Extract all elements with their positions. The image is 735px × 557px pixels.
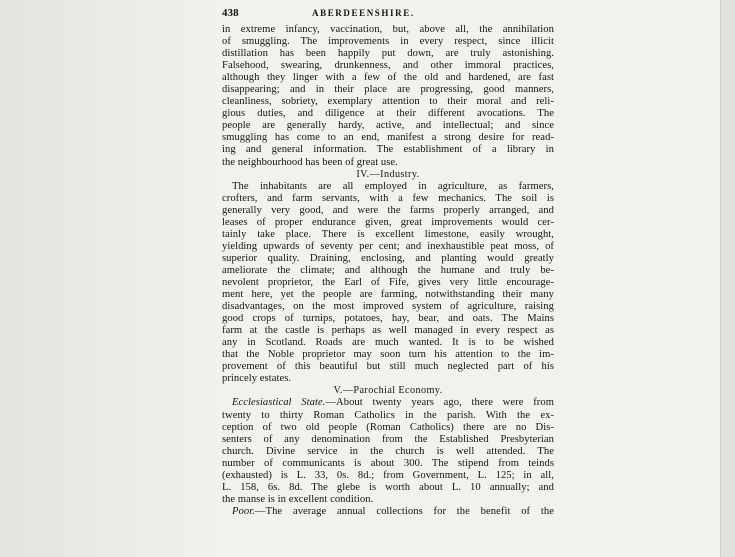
page-right-edge [720,0,735,557]
text-line: The inhabitants are all employed in agriculture, as farmers, [232,180,554,192]
paragraph-poor [222,506,554,518]
text-line: distillation has been happily put down, are truly astonishing. [222,48,554,60]
running-head: ABERDEENSHIRE. [312,8,415,18]
text-line: ception of two old people (Roman Catholics) there are no Dis- [222,421,554,433]
paragraph-first-line-rest: —The average annual collections for the benefit of the [254,505,554,517]
text-line: princely estates. [222,373,292,385]
text-line: disadvantages, on the most improved system of agriculture, raising [222,301,554,313]
page-gutter-shadow [0,0,222,557]
text-line: gious duties, and diligence at their different avocations. The [222,108,554,120]
text-line: senters of any denomination from the Established Presbyterian [222,433,554,445]
text-line: farm at the castle is perhaps as well managed in every respect as [222,325,554,337]
text-line: Falsehood, swearing, drunkenness, and other immoral practices, [222,60,554,72]
text-line: superior quality. Draining, enclosing, and planting would greatly [222,252,554,264]
paragraph-industry [222,181,554,386]
text-line: leases of proper endurance given, great improvements would cer- [222,216,554,228]
text-line: church. Divine service in the church is well attended. The [222,445,554,457]
text-line: twenty to thirty Roman Catholics in the parish. With the ex- [222,409,554,421]
text-line: in extreme infancy, vaccination, but, above all, the annihilation [222,24,554,35]
section-heading-parochial-economy: V.—Parochial Economy. [333,385,443,397]
text-line: (exhausted) is L. 33, 0s. 8d.; from Government, L. 125; in all, [222,469,554,481]
text-line: the manse is in excellent condition. [222,493,374,505]
text-line: the neighbourhood has been of great use. [222,156,398,168]
text-line: L. 158, 6s. 8d. The glebe is worth about L. 10 annually; and [222,481,554,493]
page-header [222,7,554,24]
text-line: yielding upwards of seventy per cent; and inexhaustible peat moss, of [222,240,554,252]
text-line: good crops of turnips, potatoes, hay, bear, and oats. The Mains [222,313,554,325]
page-number: 438 [222,7,239,19]
paragraph-ecclesiastical-state [222,397,554,505]
text-line: disappearing; and in their place are progressing, good manners, [222,84,554,96]
text-line: number of communicants is about 300. The stipend from teinds [222,457,554,469]
text-line: that the Noble proprietor may soon turn his attention to the im- [222,349,554,361]
text-line [222,506,554,518]
section-heading-industry: IV.—Industry. [356,168,420,180]
text-line: crofters, and farm servants, with a few mechanics. The soil is [222,192,554,204]
text-line: smuggling has come to an end, manifest a strong desire for read- [222,132,554,144]
page-text-block [222,7,554,518]
text-line: provement of this beautiful but still much neglected part of his [222,361,554,373]
text-line [222,397,554,409]
paragraph-social-condition [222,24,554,169]
text-line: nevolent proprietor, the Earl of Fife, gives very little encourage- [222,276,554,288]
text-line: ment here, yet the people are farming, notwithstanding their many [222,289,554,301]
text-line: of smuggling. The improvements in every respect, since illicit [222,36,554,48]
text-line: generally very good, and were the farms properly arranged, and [222,204,554,216]
text-line: although they linger with a few of the old and hardened, are fast [222,72,554,84]
text-line: ameliorate the climate; and although the humane and truly be- [222,264,554,276]
text-line: any in Scotland. Roads are much wanted. It is to be wished [222,337,554,349]
paragraph-lead-poor: Poor. [232,505,255,517]
paragraph-lead-ecclesiastical: Ecclesiastical State. [232,397,326,409]
text-line: people are generally hardy, active, and intellectual; and since [222,120,554,132]
text-line: ing and general information. The establishment of a library in [222,144,554,156]
text-line: cleanliness, sobriety, exemplary attention to their moral and reli- [222,96,554,108]
paragraph-first-line-rest: —About twenty years ago, there were from [325,397,554,409]
text-line: tainly take place. There is excellent limestone, easily wrought, [222,228,554,240]
